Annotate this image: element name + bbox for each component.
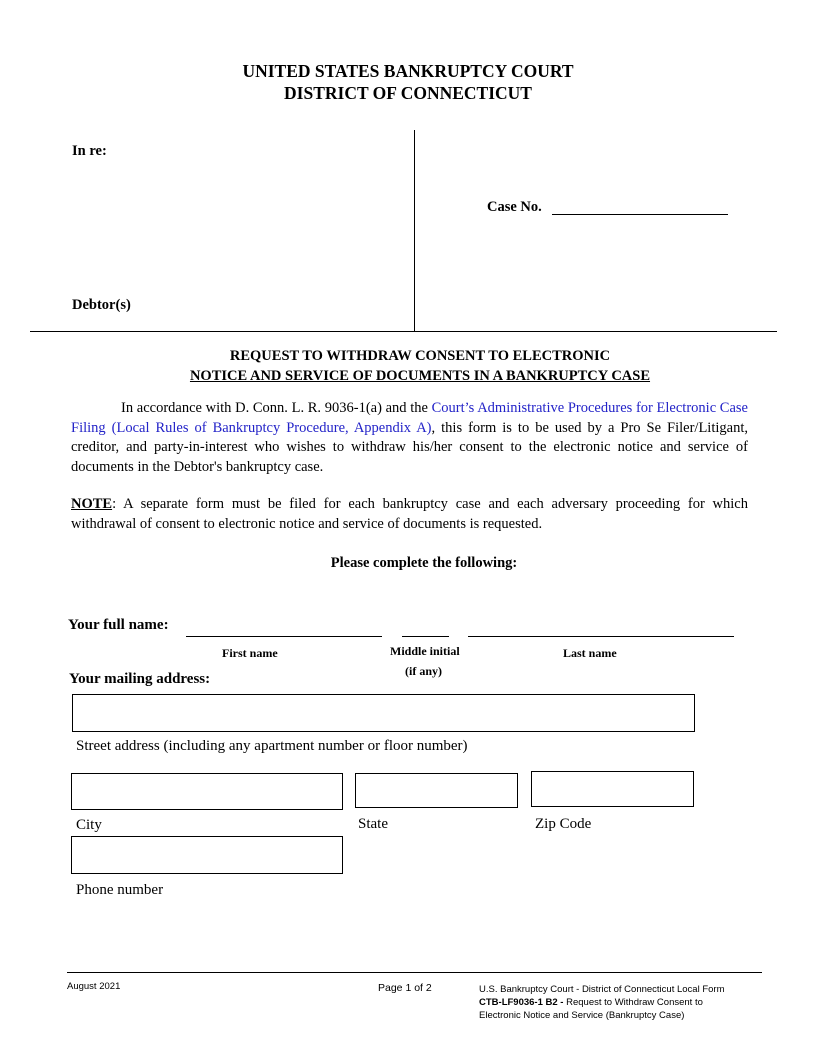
street-address-caption: Street address (including any apartment number or floor number) <box>76 738 468 754</box>
phone-number-input[interactable] <box>71 836 343 874</box>
city-input[interactable] <box>71 773 343 810</box>
footer-form-code: CTB-LF9036-1 B2 - <box>479 997 564 1008</box>
case-no-field[interactable] <box>552 214 728 215</box>
street-address-input[interactable] <box>72 694 695 732</box>
full-name-label: Your full name: <box>68 617 169 633</box>
caption-divider <box>414 130 415 332</box>
phone-number-caption: Phone number <box>76 882 164 898</box>
footer-rule <box>67 972 762 973</box>
note-paragraph <box>71 495 748 534</box>
middle-initial-subcaption: (if any) <box>405 664 442 678</box>
zip-code-input[interactable] <box>531 771 694 807</box>
intro-paragraph <box>71 399 748 477</box>
court-name: UNITED STATES BANKRUPTCY COURT <box>242 61 574 81</box>
in-re-label: In re: <box>72 143 107 159</box>
court-district: DISTRICT OF CONNECTICUT <box>284 83 532 103</box>
intro-text-end: , this form is to be used by a Pro Se Filer/Litigant, creditor, and party-in-interest who wishes to withdraw his/her consent to the electronic notice and service of documents in the Debtor's bankruptcy case. <box>71 419 748 475</box>
mailing-address-label: Your mailing address: <box>69 671 211 687</box>
admin-procedures-link[interactable]: Court’s Administrative Procedures for Electronic Case Filing (Local Rules of Bankruptcy Procedure, Appendix A) <box>71 400 748 436</box>
first-name-caption: First name <box>222 646 278 660</box>
instruction-text: Please complete the following: <box>330 555 518 571</box>
footer-page-number: Page 1 of 2 <box>378 982 432 994</box>
footer-line3: Electronic Notice and Service (Bankruptcy Case) <box>479 1010 685 1021</box>
footer-date: August 2021 <box>67 981 121 992</box>
case-no-label: Case No. <box>487 199 542 215</box>
footer-line1: U.S. Bankruptcy Court - District of Connecticut Local Form <box>479 984 725 995</box>
debtors-label: Debtor(s) <box>72 297 131 313</box>
state-input[interactable] <box>355 773 518 808</box>
last-name-caption: Last name <box>563 646 617 660</box>
form-title-line1: REQUEST TO WITHDRAW CONSENT TO ELECTRONIC <box>229 348 611 364</box>
form-title-line2: NOTICE AND SERVICE OF DOCUMENTS IN A BANKRUPTCY CASE <box>189 368 651 384</box>
middle-initial-field[interactable] <box>402 636 449 637</box>
footer-form-info <box>479 983 769 1022</box>
last-name-field[interactable] <box>468 636 734 637</box>
middle-initial-caption: Middle initial <box>390 644 460 658</box>
zip-code-caption: Zip Code <box>535 816 592 832</box>
footer-line2-text: Request to Withdraw Consent to <box>563 997 703 1008</box>
note-label: NOTE <box>71 496 113 512</box>
note-text: : A separate form must be filed for each bankruptcy case and each adversary proceeding for which withdrawal of consent to electronic notice and service of documents is requested. <box>71 496 748 532</box>
intro-text-start: In accordance with D. Conn. L. R. 9036-1(a) and the <box>121 400 432 416</box>
footer-line2 <box>479 996 769 1009</box>
state-caption: State <box>358 816 388 832</box>
first-name-field[interactable] <box>186 636 382 637</box>
city-caption: City <box>76 817 102 833</box>
caption-rule <box>30 331 777 332</box>
